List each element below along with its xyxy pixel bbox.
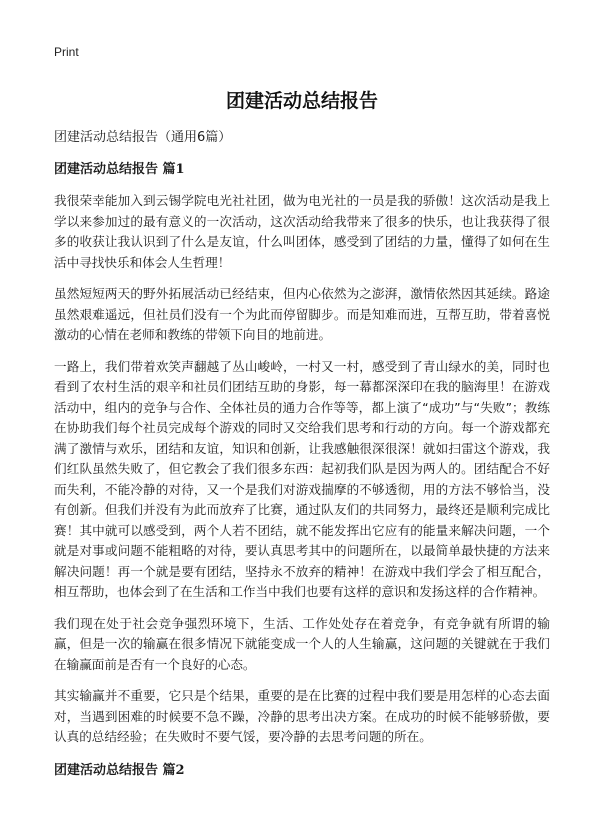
print-link[interactable]: Print: [54, 45, 79, 59]
section-heading-2: 团建活动总结报告 篇2: [54, 762, 185, 778]
document-title: 团建活动总结报告: [225, 90, 378, 112]
paragraph-1: 我很荣幸能加入到云锡学院电光社社团，做为电光社的一员是我的骄傲！这次活动是我上学以来参加过的最有意义的一次活动，这次活动给我带来了很多的快乐，也让我获得了很多的收获让我认识到了什么是友谊，什么叫团体，感受到了团结的力量，懂得了如何在生活中寻找快乐和体会人生哲理！: [54, 193, 550, 270]
paragraph-5: 其实输赢并不重要，它只是个结果，重要的是在比赛的过程中我们要是用怎样的心态去面对，当遇到困难的时候要不急不躁，冷静的思考出决方案。在成功的时候不能够骄傲，要认真的总结经验；在失败时不要气馁，要冷静的去思考问题的所在。: [54, 688, 550, 744]
paragraph-3: 一路上，我们带着欢笑声翻越了丛山峻岭，一村又一村，感受到了青山绿水的美，同时也看到了农村生活的艰辛和社员们团结互助的身影，每一幕都深深印在我的脑海里！在游戏活动中，组内的竞争与合作、全体社员的通力合作等等，都上演了“成功”与“失败”；教练在协助我们每个社员完成每个游戏的同时又交给我们思考和行动的方向。每一个游戏都充满了激情与欢乐，团结和友谊，知识和创新，让我感触很深很深！就如扫雷这个游戏，我们红队虽然失败了，但它教会了我们很多东西：起初我们队是因为两人的。团结配合不好而失利，不能冷静的对待，又一个是我们对游戏揣摩的不够透彻，用的方法不够恰当，没有创新。但我们并没有为此而放弃了比赛，通过队友们的共同努力，最终还是顺利完成比赛！其中就可以感受到，两个人若不团结，就不能发挥出它应有的能量来解决问题，一个就是对事或问题不能粗略的对待，要认真思考其中的问题所在，以最简单最快捷的方法来解决问题！再一个就是要有团结，坚持永不放弃的精神！在游戏中我们学会了相互配合，相互帮助，也体会到了在生活和工作当中我们也要有这样的意识和发扬这样的合作精神。: [54, 358, 550, 599]
section-heading-1: 团建活动总结报告 篇1: [54, 162, 185, 177]
paragraph-4: 我们现在处于社会竞争强烈环境下，生活、工作处处存在着竞争，有竞争就有所谓的输赢，但是一次的输赢在很多情况下就能变成一个人的人生输赢，这问题的关键就在于我们在输赢面前是否有一个良好的心态。: [54, 615, 550, 672]
document-subtitle: 团建活动总结报告（通用6篇）: [54, 130, 232, 145]
paragraph-2: 虽然短短两天的野外拓展活动已经结束，但内心依然为之澎湃，激情依然因其延续。路途虽然艰难遥远，但社员们没有一个为此而停留脚步。而是知难而进，互帮互助，带着喜悦激动的心情在老师和教练的带领下向目的地前进。: [54, 286, 550, 342]
